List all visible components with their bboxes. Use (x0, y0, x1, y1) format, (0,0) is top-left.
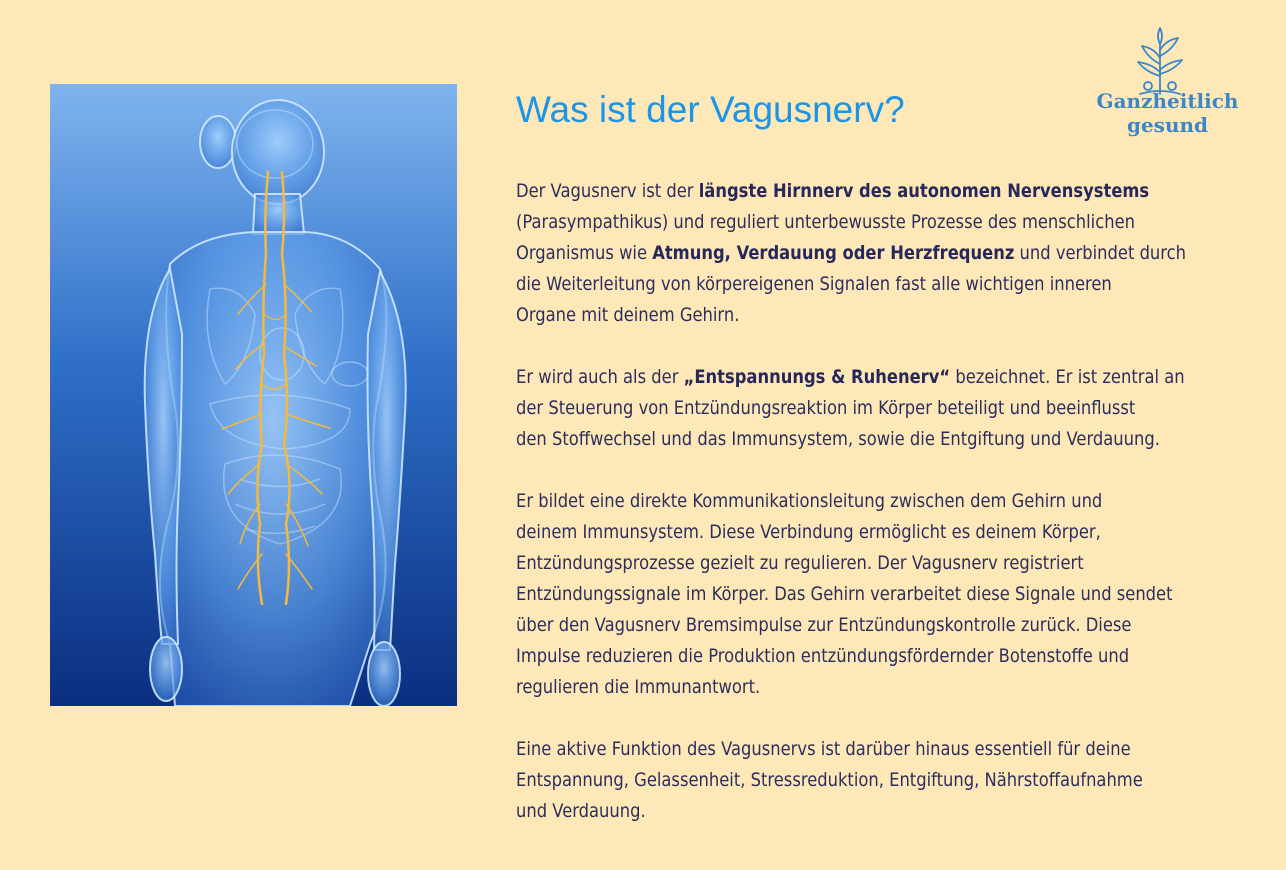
text-line (516, 579, 1173, 610)
text-line (516, 238, 1186, 269)
text-line (516, 517, 1170, 548)
text-segment: Entzündungsprozesse gezielt zu regulieren. Der Vagusnerv registriert (516, 552, 1084, 574)
paragraph (516, 734, 1170, 827)
paragraph (516, 176, 1186, 331)
text-line (516, 269, 1170, 300)
text-line (516, 207, 1170, 238)
text-line (516, 672, 1170, 703)
text-line (516, 765, 1170, 796)
text-line (516, 362, 1185, 393)
text-segment: bezeichnet. Er ist zentral an (950, 366, 1185, 388)
text-segment: Entspannung, Gelassenheit, Stressreduktion, Entgiftung, Nährstoffaufnahme (516, 769, 1143, 791)
text-line (516, 610, 1170, 641)
text-segment: und verbindet durch (1014, 242, 1186, 264)
text-segment: Organismus wie (516, 242, 653, 264)
brand-logo (1080, 20, 1255, 148)
text-segment: Er wird auch als der (516, 366, 684, 388)
body-text (516, 176, 1186, 858)
text-segment: Organe mit deinem Gehirn. (516, 304, 740, 326)
text-line (516, 176, 1170, 207)
text-segment: den Stoffwechsel und das Immunsystem, sowie die Entgiftung und Verdauung. (516, 428, 1160, 450)
text-segment: (Parasympathikus) und reguliert unterbewusste Prozesse des menschlichen (516, 211, 1135, 233)
emphasized-text: Atmung, Verdauung oder Herzfrequenz (652, 242, 1015, 264)
text-segment: die Weiterleitung von körpereigenen Signalen fast alle wichtigen inneren (516, 273, 1112, 295)
anatomy-figure (50, 84, 457, 706)
text-line (516, 486, 1170, 517)
text-line (516, 424, 1170, 455)
text-segment: Entzündungssignale im Körper. Das Gehirn verarbeitet diese Signale und sendet (516, 583, 1173, 605)
text-segment: Er bildet eine direkte Kommunikationsleitung zwischen dem Gehirn und (516, 490, 1103, 512)
text-segment: deinem Immunsystem. Diese Verbindung ermöglicht es deinem Körper, (516, 521, 1101, 543)
text-segment: regulieren die Immunantwort. (516, 676, 761, 698)
text-segment: der Steuerung von Entzündungsreaktion im Körper beteiligt und beeinflusst (516, 397, 1136, 419)
paragraph (516, 486, 1173, 703)
text-line (516, 548, 1170, 579)
text-line (516, 300, 1170, 331)
emphasized-text: „Entspannungs & Ruhenerv“ (683, 366, 951, 388)
text-line (516, 641, 1170, 672)
text-line (516, 734, 1170, 765)
text-line (516, 796, 1170, 827)
page-title: Was ist der Vagusnerv? (516, 89, 905, 130)
logo-line-2: gesund (1126, 113, 1209, 137)
paragraph (516, 362, 1185, 455)
text-segment: Impulse reduzieren die Produktion entzündungsfördernder Botenstoffe und (516, 645, 1130, 667)
text-line (516, 393, 1170, 424)
logo-line-1: Ganzheitlich (1096, 89, 1239, 113)
text-segment: Eine aktive Funktion des Vagusnervs ist darüber hinaus essentiell für deine (516, 738, 1131, 760)
text-segment: und Verdauung. (516, 800, 646, 822)
text-segment: über den Vagusnerv Bremsimpulse zur Entzündungskontrolle zurück. Diese (516, 614, 1132, 636)
text-segment: Der Vagusnerv ist der (516, 180, 699, 202)
vagus-nerve-anatomy-illustration (50, 84, 457, 706)
emphasized-text: längste Hirnnerv des autonomen Nervensystems (698, 180, 1150, 202)
